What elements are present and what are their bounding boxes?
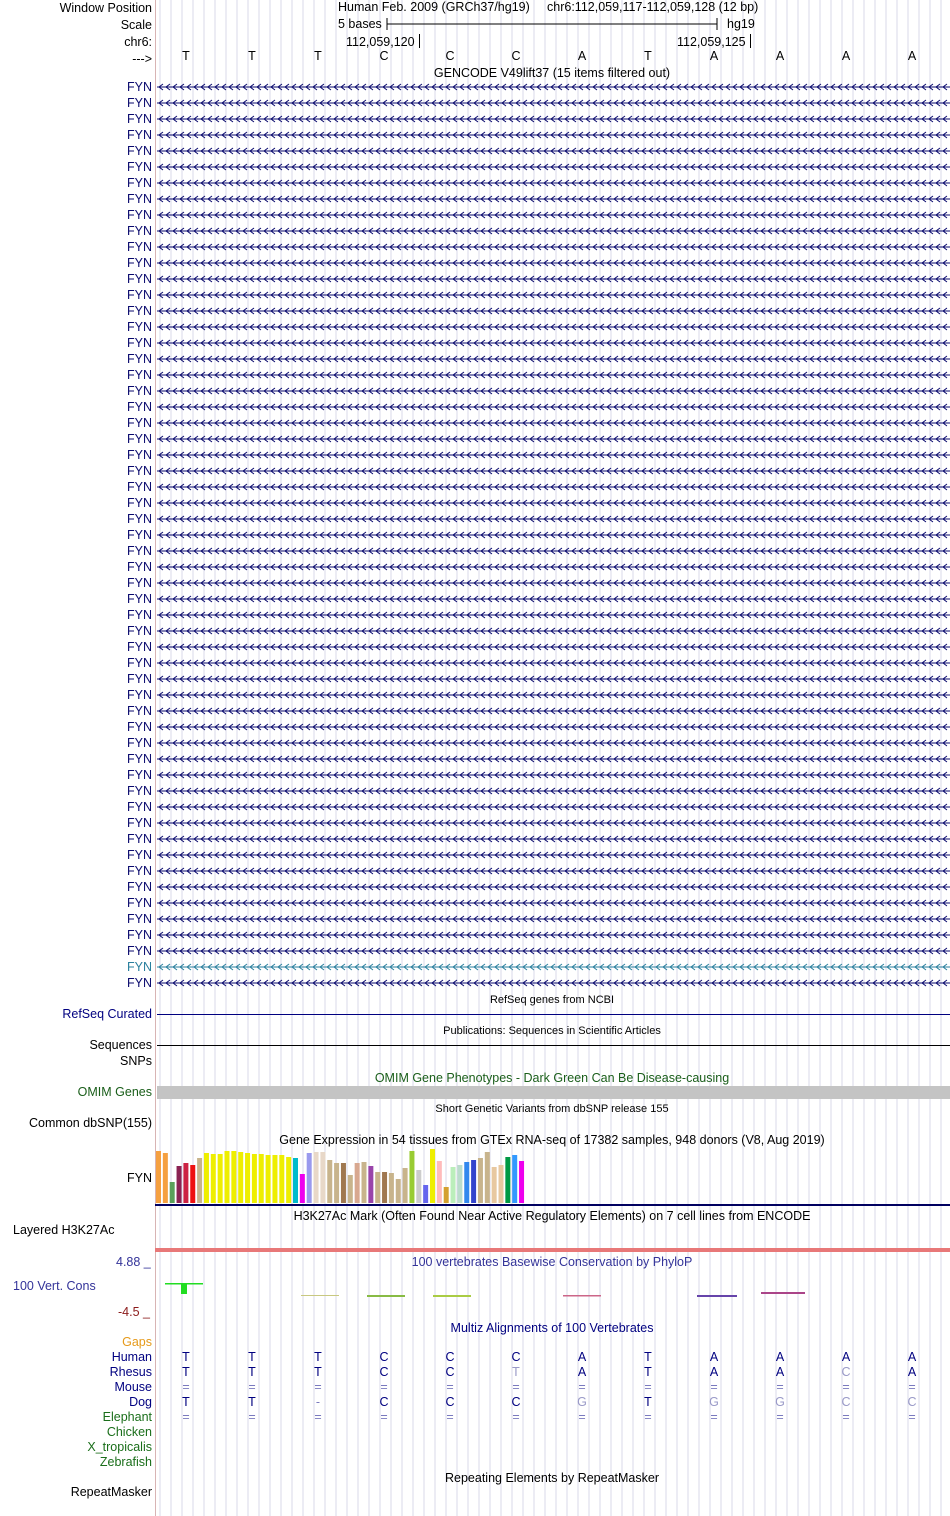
gtex-tissue-bar[interactable] <box>156 1151 161 1203</box>
alignment-base: A <box>709 1350 719 1364</box>
gencode-gene-label[interactable]: FYN <box>127 912 152 926</box>
gtex-tissue-bar[interactable] <box>307 1153 312 1203</box>
phylop-signal[interactable] <box>155 1270 950 1310</box>
gencode-transcript[interactable] <box>157 690 950 700</box>
alignment-base: T <box>248 1395 256 1409</box>
gencode-transcript[interactable] <box>157 402 950 412</box>
gtex-tissue-bar[interactable] <box>334 1163 339 1203</box>
alignment-base: A <box>775 1365 785 1379</box>
alignment-base: = <box>644 1410 652 1424</box>
alignment-base: = <box>182 1410 190 1424</box>
gencode-transcript[interactable] <box>157 898 950 908</box>
gtex-tissue-bar[interactable] <box>218 1154 223 1203</box>
gencode-transcript[interactable] <box>157 610 950 620</box>
gencode-gene-label[interactable]: FYN <box>127 592 152 606</box>
reference-base: A <box>775 49 785 63</box>
gtex-tissue-bar[interactable] <box>163 1153 168 1203</box>
gencode-transcript[interactable] <box>157 978 950 988</box>
gencode-transcript[interactable] <box>157 306 950 316</box>
alignment-base: = <box>314 1410 322 1424</box>
gaps-label[interactable]: Gaps <box>122 1335 152 1349</box>
gencode-gene-label[interactable]: FYN <box>127 832 152 846</box>
reference-base: C <box>379 49 389 63</box>
gencode-gene-label[interactable]: FYN <box>127 144 152 158</box>
alignment-base: = <box>446 1380 454 1394</box>
alignment-base: = <box>908 1380 916 1394</box>
gtex-tissue-bar[interactable] <box>375 1172 380 1203</box>
reference-base: A <box>907 49 917 63</box>
gencode-gene-label[interactable]: FYN <box>127 288 152 302</box>
reference-base: C <box>445 49 455 63</box>
species-label[interactable]: Rhesus <box>109 1365 152 1379</box>
gtex-tissue-bar[interactable] <box>245 1153 250 1203</box>
gencode-transcript[interactable] <box>157 562 950 572</box>
alignment-base: A <box>577 1350 587 1364</box>
gtex-tissue-bar[interactable] <box>403 1168 408 1203</box>
gencode-transcript[interactable] <box>157 226 950 236</box>
alignment-base: T <box>644 1395 652 1409</box>
alignment-base: T <box>248 1350 256 1364</box>
gencode-transcript[interactable] <box>157 82 950 92</box>
alignment-base: A <box>841 1350 851 1364</box>
species-label[interactable]: Zebrafish <box>99 1455 152 1469</box>
gencode-transcript[interactable] <box>157 178 950 188</box>
gtex-tissue-bar[interactable] <box>355 1163 360 1203</box>
gencode-transcript[interactable] <box>157 882 950 892</box>
gencode-gene-label[interactable]: FYN <box>127 384 152 398</box>
alignment-base: = <box>776 1380 784 1394</box>
h3k27ac-signal[interactable] <box>155 1248 950 1252</box>
gencode-gene-label[interactable]: FYN <box>127 848 152 862</box>
alignment-base: G <box>577 1395 587 1409</box>
gencode-gene-label[interactable]: FYN <box>127 432 152 446</box>
gencode-gene-label[interactable]: FYN <box>127 224 152 238</box>
gencode-gene-label[interactable]: FYN <box>127 304 152 318</box>
gencode-gene-label[interactable]: FYN <box>127 640 152 654</box>
gencode-gene-label[interactable]: FYN <box>127 128 152 142</box>
dbsnp-title[interactable]: Short Genetic Variants from dbSNP release 155 <box>435 1103 669 1115</box>
alignment-base: = <box>710 1410 718 1424</box>
gtex-tissue-bar[interactable] <box>300 1174 305 1203</box>
scale-label: Scale <box>120 18 152 32</box>
alignment-base: T <box>314 1365 322 1379</box>
gtex-tissue-bar[interactable] <box>286 1157 291 1203</box>
gtex-title[interactable]: Gene Expression in 54 tissues from GTEx RNA-seq of 17382 samples, 948 donors (V8, Aug 2019) <box>279 1133 825 1147</box>
gtex-tissue-bar[interactable] <box>409 1151 414 1203</box>
gtex-tissue-bar[interactable] <box>211 1154 216 1203</box>
alignment-base: = <box>776 1410 784 1424</box>
h3k27ac-title[interactable]: H3K27Ac Mark (Often Found Near Active Regulatory Elements) on 7 cell lines from ENCODE <box>293 1209 811 1223</box>
gencode-transcript[interactable] <box>157 338 950 348</box>
gencode-gene-label[interactable]: FYN <box>127 320 152 334</box>
gtex-tissue-bar[interactable] <box>464 1162 469 1203</box>
gtex-tissue-bar[interactable] <box>238 1152 243 1203</box>
coord-left-tick <box>419 34 420 48</box>
gencode-transcript[interactable] <box>157 930 950 940</box>
gencode-transcript[interactable] <box>157 514 950 524</box>
gencode-gene-label[interactable]: FYN <box>127 896 152 910</box>
species-label[interactable]: Dog <box>129 1395 152 1409</box>
gencode-transcript[interactable] <box>157 450 950 460</box>
gtex-tissue-bar[interactable] <box>396 1179 401 1203</box>
gencode-transcript[interactable] <box>157 642 950 652</box>
gencode-transcript[interactable] <box>157 706 950 716</box>
gencode-gene-label[interactable]: FYN <box>127 768 152 782</box>
gtex-tissue-bar[interactable] <box>382 1172 387 1203</box>
alignment-base: C <box>511 1395 521 1409</box>
gencode-gene-label[interactable]: FYN <box>127 544 152 558</box>
gencode-gene-label[interactable]: FYN <box>127 448 152 462</box>
gencode-gene-label[interactable]: FYN <box>127 864 152 878</box>
gencode-transcript[interactable] <box>157 98 950 108</box>
gtex-tissue-bar[interactable] <box>368 1166 373 1203</box>
gencode-gene-label[interactable]: FYN <box>127 464 152 478</box>
gencode-gene-label[interactable]: FYN <box>127 560 152 574</box>
gencode-gene-label[interactable]: FYN <box>127 624 152 638</box>
gencode-transcript[interactable] <box>157 786 950 796</box>
repeatmasker-title[interactable]: Repeating Elements by RepeatMasker <box>444 1471 660 1485</box>
gtex-tissue-bar[interactable] <box>492 1167 497 1203</box>
gencode-transcript[interactable] <box>157 594 950 604</box>
alignment-base: G <box>775 1395 785 1409</box>
chrom-label: chr6: <box>124 35 152 49</box>
alignment-base: = <box>710 1380 718 1394</box>
gencode-gene-label[interactable]: FYN <box>127 976 152 990</box>
publications-title[interactable]: Publications: Sequences in Scientific Articles <box>443 1025 661 1037</box>
alignment-base: A <box>775 1350 785 1364</box>
gencode-gene-label[interactable]: FYN <box>127 528 152 542</box>
gencode-gene-label[interactable]: FYN <box>127 608 152 622</box>
coord-right-tick <box>750 34 751 48</box>
window-position-label: Window Position <box>59 1 152 15</box>
gencode-transcript[interactable] <box>157 946 950 956</box>
reference-base: T <box>644 49 652 63</box>
gtex-tissue-bar[interactable] <box>505 1157 510 1203</box>
gencode-gene-label[interactable]: FYN <box>127 928 152 942</box>
refseq-label[interactable]: RefSeq Curated <box>62 1007 152 1021</box>
gtex-tissue-bar[interactable] <box>266 1155 271 1203</box>
gencode-gene-label[interactable]: FYN <box>127 368 152 382</box>
gencode-transcript[interactable] <box>157 482 950 492</box>
gtex-bar-chart[interactable] <box>155 1148 950 1208</box>
alignment-base: = <box>248 1410 256 1424</box>
gencode-transcript[interactable] <box>157 194 950 204</box>
gencode-transcript[interactable] <box>157 866 950 876</box>
gencode-gene-label[interactable]: FYN <box>127 736 152 750</box>
gencode-gene-label[interactable]: FYN <box>127 944 152 958</box>
gencode-transcript[interactable] <box>157 242 950 252</box>
gtex-tissue-bar[interactable] <box>437 1161 442 1203</box>
gencode-gene-label[interactable]: FYN <box>127 704 152 718</box>
coord-left: 112,059,120 <box>346 35 415 49</box>
alignment-base: A <box>577 1365 587 1379</box>
sequences-label[interactable]: Sequences <box>89 1038 152 1052</box>
gencode-gene-label[interactable]: FYN <box>127 400 152 414</box>
gencode-transcript[interactable] <box>157 754 950 764</box>
gencode-transcript[interactable] <box>157 386 950 396</box>
gtex-tissue-bar[interactable] <box>362 1162 367 1203</box>
gencode-gene-label[interactable]: FYN <box>127 256 152 270</box>
alignment-base: = <box>842 1380 850 1394</box>
alignment-base: C <box>841 1365 851 1379</box>
gtex-tissue-bar[interactable] <box>499 1165 504 1203</box>
phylop-label[interactable]: 100 Vert. Cons <box>13 1279 96 1293</box>
gtex-tissue-bar[interactable] <box>327 1160 332 1203</box>
alignment-base: = <box>248 1380 256 1394</box>
species-label[interactable]: Elephant <box>102 1410 152 1424</box>
gencode-transcript[interactable] <box>157 722 950 732</box>
gencode-gene-label[interactable]: FYN <box>127 208 152 222</box>
gtex-tissue-bar[interactable] <box>272 1155 277 1203</box>
species-label[interactable]: Mouse <box>114 1380 152 1394</box>
gencode-transcript[interactable] <box>157 114 950 124</box>
repeatmasker-label[interactable]: RepeatMasker <box>70 1485 152 1499</box>
alignment-base: = <box>644 1380 652 1394</box>
gencode-transcript[interactable] <box>157 658 950 668</box>
alignment-base: T <box>644 1365 652 1379</box>
gtex-tissue-bar[interactable] <box>416 1170 421 1203</box>
gencode-transcript[interactable] <box>157 434 950 444</box>
gencode-transcript[interactable] <box>157 210 950 220</box>
gencode-transcript[interactable] <box>157 130 950 140</box>
phylop-min: -4.5 _ <box>118 1305 150 1319</box>
alignment-base: T <box>182 1395 190 1409</box>
gencode-transcript[interactable] <box>157 146 950 156</box>
gtex-tissue-bar[interactable] <box>231 1151 236 1203</box>
alignment-base: = <box>446 1410 454 1424</box>
gencode-gene-label[interactable]: FYN <box>127 880 152 894</box>
gencode-transcript[interactable] <box>157 834 950 844</box>
gencode-transcript[interactable] <box>157 530 950 540</box>
gencode-gene-label[interactable]: FYN <box>127 720 152 734</box>
alignment-base: = <box>380 1410 388 1424</box>
gencode-gene-label[interactable]: FYN <box>127 816 152 830</box>
gencode-gene-label[interactable]: FYN <box>127 784 152 798</box>
gencode-transcript[interactable] <box>157 850 950 860</box>
gtex-tissue-bar[interactable] <box>457 1165 462 1203</box>
species-label[interactable]: Human <box>111 1350 152 1364</box>
gencode-gene-label[interactable]: FYN <box>127 512 152 526</box>
gencode-transcript[interactable] <box>157 162 950 172</box>
gencode-transcript[interactable] <box>157 738 950 748</box>
gtex-tissue-bar[interactable] <box>348 1175 353 1203</box>
gtex-tissue-bar[interactable] <box>177 1166 182 1203</box>
position-readout[interactable]: chr6:112,059,117-112,059,128 (12 bp) <box>547 0 759 14</box>
assembly-name[interactable]: Human Feb. 2009 (GRCh37/hg19) <box>338 0 530 14</box>
gencode-gene-label[interactable]: FYN <box>127 112 152 126</box>
multiz-title[interactable]: Multiz Alignments of 100 Vertebrates <box>450 1321 654 1335</box>
gencode-gene-label[interactable]: FYN <box>127 480 152 494</box>
gencode-transcript[interactable] <box>157 418 950 428</box>
gencode-gene-label[interactable]: FYN <box>127 272 152 286</box>
omim-title[interactable]: OMIM Gene Phenotypes - Dark Green Can Be Disease-causing <box>374 1071 730 1085</box>
gtex-tissue-bar[interactable] <box>314 1152 319 1203</box>
phylop-max: 4.88 _ <box>116 1255 151 1269</box>
gencode-transcript[interactable] <box>157 322 950 332</box>
scale-db: hg19 <box>727 17 755 31</box>
alignment-base: C <box>445 1395 455 1409</box>
reference-base: A <box>709 49 719 63</box>
gtex-tissue-bar[interactable] <box>279 1155 284 1203</box>
alignment-base: C <box>907 1395 917 1409</box>
gencode-gene-label[interactable]: FYN <box>127 496 152 510</box>
gtex-tissue-bar[interactable] <box>444 1187 449 1203</box>
gtex-tissue-bar[interactable] <box>512 1155 517 1203</box>
alignment-base: T <box>512 1365 520 1379</box>
dbsnp-label[interactable]: Common dbSNP(155) <box>29 1116 152 1130</box>
alignment-base: A <box>907 1365 917 1379</box>
gencode-gene-label[interactable]: FYN <box>127 352 152 366</box>
alignment-base: = <box>512 1410 520 1424</box>
gencode-title[interactable]: GENCODE V49lift37 (15 items filtered out) <box>433 66 671 80</box>
gencode-transcript[interactable] <box>157 498 950 508</box>
species-label[interactable]: Chicken <box>106 1425 152 1439</box>
gencode-gene-label[interactable]: FYN <box>127 752 152 766</box>
gtex-tissue-bar[interactable] <box>471 1160 476 1203</box>
gencode-transcript[interactable] <box>157 290 950 300</box>
gencode-gene-label[interactable]: FYN <box>127 672 152 686</box>
gencode-transcript[interactable] <box>157 962 950 972</box>
gencode-gene-label[interactable]: FYN <box>127 688 152 702</box>
gencode-gene-label[interactable]: FYN <box>127 240 152 254</box>
gencode-transcript[interactable] <box>157 258 950 268</box>
scale-bar <box>384 16 724 32</box>
refseq-title[interactable]: RefSeq genes from NCBI <box>489 994 615 1006</box>
gtex-tissue-bar[interactable] <box>225 1151 230 1203</box>
gtex-tissue-bar[interactable] <box>423 1185 428 1203</box>
alignment-base: = <box>380 1380 388 1394</box>
gtex-tissue-bar[interactable] <box>183 1163 188 1203</box>
alignment-base: C <box>511 1350 521 1364</box>
alignment-base: C <box>379 1350 389 1364</box>
gtex-tissue-bar[interactable] <box>252 1154 257 1203</box>
gencode-gene-label[interactable]: FYN <box>127 176 152 190</box>
alignment-base: = <box>908 1410 916 1424</box>
gencode-gene-label[interactable]: FYN <box>127 416 152 430</box>
alignment-base: C <box>379 1365 389 1379</box>
gencode-gene-label[interactable]: FYN <box>127 576 152 590</box>
gencode-gene-label[interactable]: FYN <box>127 656 152 670</box>
alignment-base: T <box>182 1350 190 1364</box>
reference-base: C <box>511 49 521 63</box>
alignment-base: - <box>315 1395 321 1409</box>
gtex-tissue-bar[interactable] <box>204 1153 209 1203</box>
gencode-transcript[interactable] <box>157 354 950 364</box>
gencode-transcript[interactable] <box>157 802 950 812</box>
alignment-base: T <box>182 1365 190 1379</box>
alignment-base: C <box>445 1365 455 1379</box>
reference-base: A <box>577 49 587 63</box>
alignment-base: C <box>841 1395 851 1409</box>
omim-bar[interactable] <box>157 1086 950 1099</box>
publications-line[interactable] <box>157 1045 950 1046</box>
gencode-transcript[interactable] <box>157 274 950 284</box>
gtex-tissue-bar[interactable] <box>430 1149 435 1203</box>
alignment-base: = <box>578 1410 586 1424</box>
reference-base: T <box>314 49 322 63</box>
alignment-base: C <box>379 1395 389 1409</box>
alignment-base: G <box>709 1395 719 1409</box>
alignment-base: = <box>578 1380 586 1394</box>
gencode-transcript[interactable] <box>157 578 950 588</box>
gencode-gene-label[interactable]: FYN <box>127 192 152 206</box>
alignment-base: C <box>445 1350 455 1364</box>
gtex-tissue-bar[interactable] <box>259 1154 264 1203</box>
gtex-tissue-bar[interactable] <box>320 1152 325 1203</box>
gencode-transcript[interactable] <box>157 370 950 380</box>
alignment-base: T <box>314 1350 322 1364</box>
alignment-base: = <box>842 1410 850 1424</box>
alignment-base: = <box>182 1380 190 1394</box>
reference-base: A <box>841 49 851 63</box>
alignment-base: T <box>644 1350 652 1364</box>
scale-text: 5 bases <box>338 17 382 31</box>
gencode-gene-label[interactable]: FYN <box>127 960 152 974</box>
gencode-transcript[interactable] <box>157 674 950 684</box>
gencode-gene-label[interactable]: FYN <box>127 96 152 110</box>
gencode-gene-label[interactable]: FYN <box>127 80 152 94</box>
gtex-tissue-bar[interactable] <box>519 1161 524 1203</box>
gencode-transcript[interactable] <box>157 546 950 556</box>
gencode-gene-label[interactable]: FYN <box>127 336 152 350</box>
gtex-tissue-bar[interactable] <box>197 1158 202 1203</box>
coord-right: 112,059,125 <box>677 35 746 49</box>
reference-base: T <box>182 49 190 63</box>
gencode-transcript[interactable] <box>157 770 950 780</box>
gtex-tissue-bar[interactable] <box>389 1173 394 1203</box>
strand-label: ---> <box>132 52 152 66</box>
alignment-base: = <box>314 1380 322 1394</box>
alignment-base: A <box>709 1365 719 1379</box>
alignment-base: = <box>512 1380 520 1394</box>
reference-base: T <box>248 49 256 63</box>
gtex-tissue-bar[interactable] <box>190 1165 195 1203</box>
snps-label[interactable]: SNPs <box>120 1054 152 1068</box>
gtex-tissue-bar[interactable] <box>341 1163 346 1203</box>
gencode-gene-label[interactable]: FYN <box>127 160 152 174</box>
gencode-transcript[interactable] <box>157 466 950 476</box>
gtex-label[interactable]: FYN <box>127 1171 152 1185</box>
gencode-gene-label[interactable]: FYN <box>127 800 152 814</box>
gencode-transcript[interactable] <box>157 914 950 924</box>
species-label[interactable]: X_tropicalis <box>87 1440 152 1454</box>
gtex-tissue-bar[interactable] <box>478 1158 483 1203</box>
omim-label[interactable]: OMIM Genes <box>77 1085 152 1099</box>
gencode-transcript[interactable] <box>157 626 950 636</box>
alignment-base: A <box>907 1350 917 1364</box>
h3k27ac-label[interactable]: Layered H3K27Ac <box>13 1223 115 1237</box>
refseq-line[interactable] <box>157 1014 950 1015</box>
gtex-tissue-bar[interactable] <box>451 1167 456 1203</box>
gencode-transcript[interactable] <box>157 818 950 828</box>
gtex-tissue-bar[interactable] <box>293 1158 298 1203</box>
gtex-tissue-bar[interactable] <box>170 1182 175 1203</box>
gtex-tissue-bar[interactable] <box>485 1152 490 1203</box>
alignment-base: T <box>248 1365 256 1379</box>
phylop-title[interactable]: 100 vertebrates Basewise Conservation by PhyloP <box>411 1255 693 1269</box>
